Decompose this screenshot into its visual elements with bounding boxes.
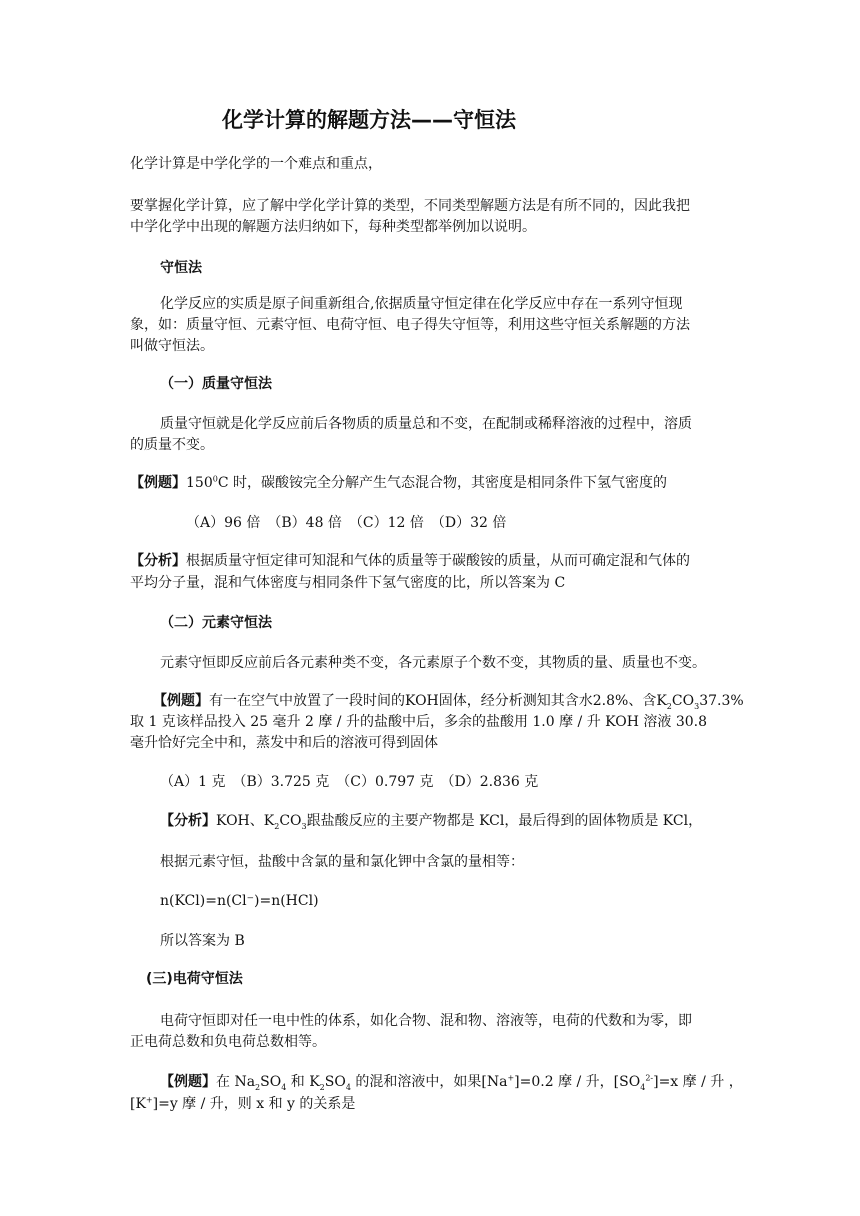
example-label: 【例题】 [160, 1074, 216, 1090]
analysis-line: 平均分子量，混和气体密度与相同条件下氢气密度的比，所以答案为 C [130, 575, 566, 591]
paragraph-line: 的质量不变。 [130, 437, 214, 453]
paragraph-line: 元素守恒即反应前后各元素种类不变，各元素原子个数不变，其物质的量、质量也不变。 [160, 655, 706, 671]
paragraph-line: 要掌握化学计算，应了解中学化学计算的类型，不同类型解题方法是有所不同的，因此我把 [130, 198, 690, 214]
example-label: 【例题】 [130, 475, 186, 491]
example-question: 【例题】$150^0C$ 时，碳酸铵完全分解产生气态混合物，其密度是相同条件下氢气密度的 [130, 474, 667, 491]
example-question: 【例题】在 $Na_2SO_4$ 和 $K_2SO_4$ 的混和溶液中，如果[Na+]=0.2 摩 / 升，$[SO_4^{2-}]=x$ 摩 / 升 ， [160, 1073, 743, 1092]
paragraph-line: 叫做守恒法。 [130, 338, 214, 354]
formula-line: n(KCl)=n(Cl⁻)=n(HCl) [160, 893, 319, 909]
example-line: 毫升恰好完全中和，蒸发中和后的溶液可得到固体 [130, 735, 438, 751]
answer-options: （A）1 克 （B）3.725 克 （C）0.797 克 （D）2.836 克 [160, 774, 539, 790]
subsection-heading: （二）元素守恒法 [160, 615, 272, 631]
analysis-line: 根据元素守恒，盐酸中含氯的量和氯化钾中含氯的量相等： [160, 854, 524, 870]
analysis-label: 【分析】 [130, 553, 186, 569]
example-label: 【例题】 [153, 693, 209, 709]
document-title: 化学计算的解题方法——守恒法 [222, 108, 516, 132]
example-line: [K+]=y 摩 / 升，则 x 和 y 的关系是 [130, 1095, 356, 1112]
paragraph-line: 质量守恒就是化学反应前后各物质的质量总和不变，在配制或稀释溶液的过程中，溶质 [160, 416, 692, 432]
answer-options: （A）96 倍 （B）48 倍 （C）12 倍 （D）32 倍 [186, 515, 507, 531]
example-line: 取 1 克该样品投入 25 毫升 2 摩 / 升的盐酸中后，多余的盐酸用 1.0 摩 / 升 KOH 溶液 30.8 [130, 714, 708, 730]
section-heading: 守恒法 [160, 260, 202, 276]
paragraph-line: 象，如：质量守恒、元素守恒、电荷守恒、电子得失守恒等，利用这些守恒关系解题的方法 [130, 317, 690, 333]
subsection-heading: （一）质量守恒法 [160, 376, 272, 392]
intro-paragraph: 化学计算是中学化学的一个难点和重点， [130, 156, 382, 172]
answer-line: 所以答案为 B [160, 933, 245, 949]
paragraph-line: 中学化学中出现的解题方法归纳如下，每种类型都举例加以说明。 [130, 219, 536, 235]
example-question: 【例题】有一在空气中放置了一段时间的KOH固体，经分析测知其含水2.8%、含$K_2CO_337.3\%$ [153, 693, 744, 711]
paragraph-line: 化学反应的实质是原子间重新组合,依据质量守恒定律在化学反应中存在一系列守恒现 [160, 296, 683, 312]
subsection-heading: (三)电荷守恒法 [146, 971, 243, 987]
paragraph-line: 电荷守恒即对任一电中性的体系，如化合物、混和物、溶液等，电荷的代数和为零，即 [160, 1013, 692, 1029]
analysis-label: 【分析】 [160, 813, 216, 829]
paragraph-line: 正电荷总数和负电荷总数相等。 [130, 1034, 326, 1050]
analysis-line: 【分析】KOH、$K_2CO_3$跟盐酸反应的主要产物都是 KCl，最后得到的固体物质是 KCl， [160, 813, 703, 831]
analysis-line: 【分析】根据质量守恒定律可知混和气体的质量等于碳酸铵的质量，从而可确定混和气体的 [130, 553, 690, 569]
